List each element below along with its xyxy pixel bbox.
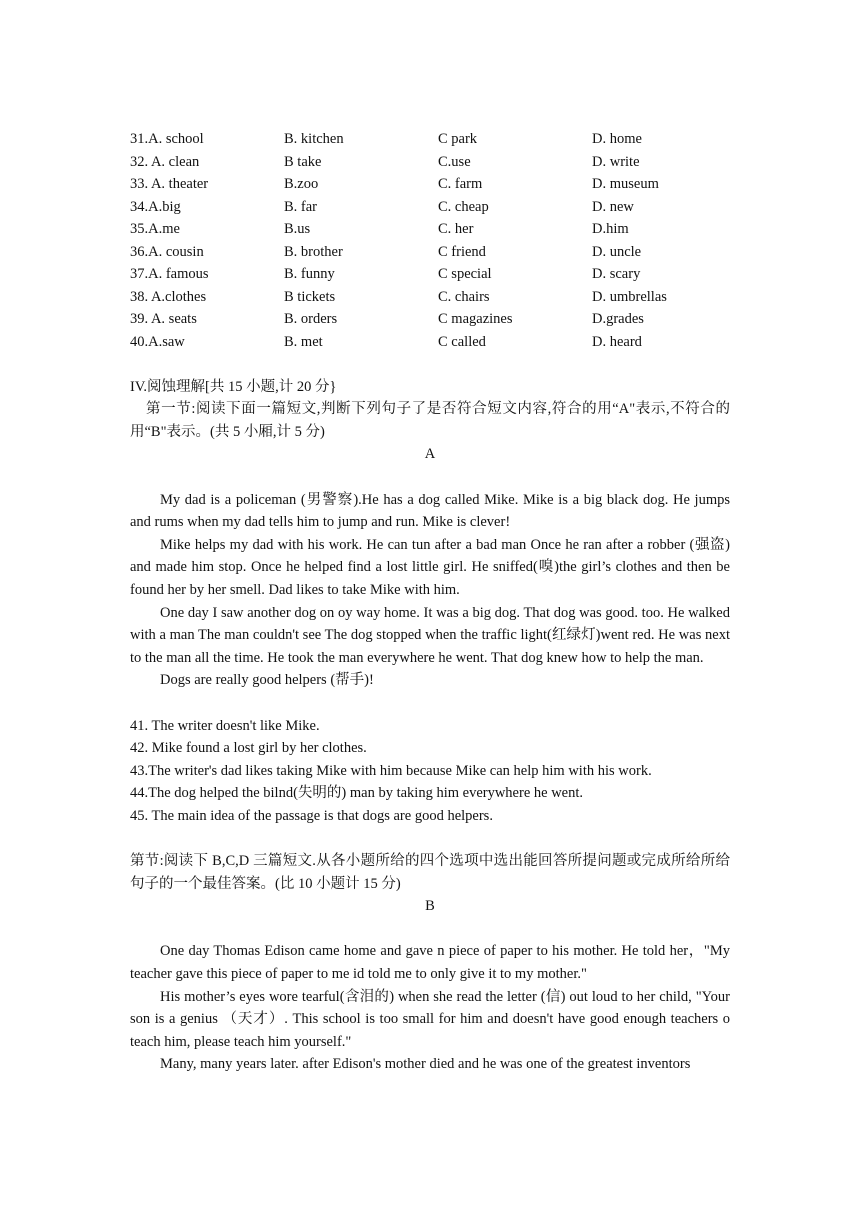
- option-b: B take: [284, 153, 322, 170]
- option-row-32: [130, 151, 730, 174]
- option-a: 39. A. seats: [130, 311, 197, 327]
- option-d: D. heard: [592, 333, 642, 350]
- option-row-36: [130, 241, 730, 264]
- option-b: B. met: [284, 333, 323, 350]
- option-d: D. uncle: [592, 243, 642, 260]
- option-b: B. far: [284, 198, 318, 215]
- option-row-38: [130, 286, 730, 309]
- passage-b-label: B: [425, 898, 435, 915]
- spacer: [130, 353, 730, 376]
- passage-b-paragraph: One day Thomas Edison came home and gave n piece of paper to his mother. He told her，"My teacher gave this piece of paper to me id told me to only give it to my mother.": [130, 943, 730, 983]
- spacer: [130, 466, 730, 489]
- option-b: B tickets: [284, 288, 336, 305]
- option-a: 40.A.saw: [130, 333, 185, 350]
- option-a: 35.A.me: [130, 221, 180, 237]
- option-d: D. write: [592, 153, 640, 170]
- option-a: 36.A. cousin: [130, 243, 204, 260]
- part2-instructions: 第节:阅读下 B,C,D 三篇短文.从各小题所给的四个选项中选出能回答所提问题或完成所给所给句子的一个最佳答案。(比 10 小题计 15 分): [130, 853, 730, 892]
- option-d: D.him: [592, 221, 629, 237]
- passage-b-paragraph: His mother’s eyes wore tearful(含泪的) when she read the letter (信) out loud to her child, "Your son is a genius （天才）. This school is too small for him and doesn't have good enough teachers o teach him, please teach him yourself.": [130, 988, 730, 1050]
- option-d: D. umbrellas: [592, 288, 667, 305]
- option-d: D. scary: [592, 266, 641, 282]
- part1-instructions: 第一节:阅读下面一篇短文,判断下列句子了是否符合短文内容,符合的用“A"表示,不符合的用“B"表示。(共 5 小厢,计 5 分): [130, 401, 730, 440]
- option-c: C. cheap: [438, 198, 489, 215]
- passage-a-label: A: [424, 446, 436, 463]
- option-c: C. her: [438, 221, 474, 237]
- option-b: B. funny: [284, 266, 335, 282]
- spacer: [130, 918, 730, 941]
- option-c: C. farm: [438, 176, 483, 192]
- option-d: D. museum: [592, 176, 659, 192]
- statement-43: 43.The writer's dad likes taking Mike with him because Mike can help him with his work.: [130, 762, 652, 779]
- option-c: C. chairs: [438, 288, 490, 305]
- spacer: [130, 827, 730, 850]
- option-d: D. new: [592, 198, 634, 215]
- option-a: 31.A. school: [130, 131, 204, 147]
- option-d: D.grades: [592, 311, 644, 327]
- passage-a-paragraph: My dad is a policeman (男警察).He has a dog called Mike. Mike is a big black dog. He jumps and rums when my dad tells him to jump and run. Mike is clever!: [130, 491, 730, 531]
- statement-41: 41. The writer doesn't like Mike.: [130, 717, 320, 734]
- option-c: C.use: [438, 153, 471, 170]
- option-d: D. home: [592, 131, 642, 147]
- option-b: B.zoo: [284, 176, 319, 192]
- option-row-35: [130, 218, 730, 241]
- option-c: C special: [438, 266, 492, 282]
- passage-b-paragraph: Many, many years later. after Edison's mother died and he was one of the greatest inventors: [160, 1056, 691, 1073]
- passage-a-paragraph: One day I saw another dog on oy way home. It was a big dog. That dog was good. too. He walked with a man The man couldn't see The dog stopped when the traffic light(红绿灯)went red. He was next to the man all the time. He took the man everywhere he went. That dog knew how to help the man.: [130, 604, 730, 666]
- option-row-40: [130, 331, 730, 354]
- option-a: 33. A. theater: [130, 176, 209, 192]
- section-heading: IV.阅蚀理解[共 15 小题,计 20 分}: [130, 378, 337, 395]
- option-row-33: [130, 173, 730, 196]
- option-c: C friend: [438, 243, 486, 260]
- option-b: B. orders: [284, 311, 338, 327]
- passage-a-paragraph: Dogs are really good helpers (帮手)!: [160, 672, 374, 689]
- option-a: 34.A.big: [130, 198, 181, 215]
- option-c: C called: [438, 333, 486, 350]
- option-b: B. brother: [284, 243, 343, 260]
- statement-45: 45. The main idea of the passage is that dogs are good helpers.: [130, 807, 493, 824]
- answer-options-block: [130, 128, 730, 353]
- option-b: B.us: [284, 221, 311, 237]
- option-a: 32. A. clean: [130, 153, 200, 170]
- option-c: C magazines: [438, 311, 513, 327]
- option-row-39: [130, 308, 730, 331]
- option-row-31: [130, 128, 730, 151]
- page-content: [130, 128, 730, 1076]
- passage-a-paragraph: Mike helps my dad with his work. He can tun after a bad man Once he ran after a robber (强盗) and made him stop. Once he helped find a lost little girl. He sniffed(嗅)the girl’s clothes and then be found her by her smell. Dad likes to take Mike with him.: [130, 536, 730, 598]
- option-a: 38. A.clothes: [130, 288, 207, 305]
- option-b: B. kitchen: [284, 131, 344, 147]
- option-row-34: [130, 196, 730, 219]
- statement-44: 44.The dog helped the bilnd(失明的) man by taking him everywhere he went.: [130, 785, 584, 802]
- statement-42: 42. Mike found a lost girl by her clothes.: [130, 740, 367, 757]
- option-a: 37.A. famous: [130, 266, 209, 282]
- option-c: C park: [438, 131, 478, 147]
- spacer: [130, 692, 730, 715]
- option-row-37: [130, 263, 730, 286]
